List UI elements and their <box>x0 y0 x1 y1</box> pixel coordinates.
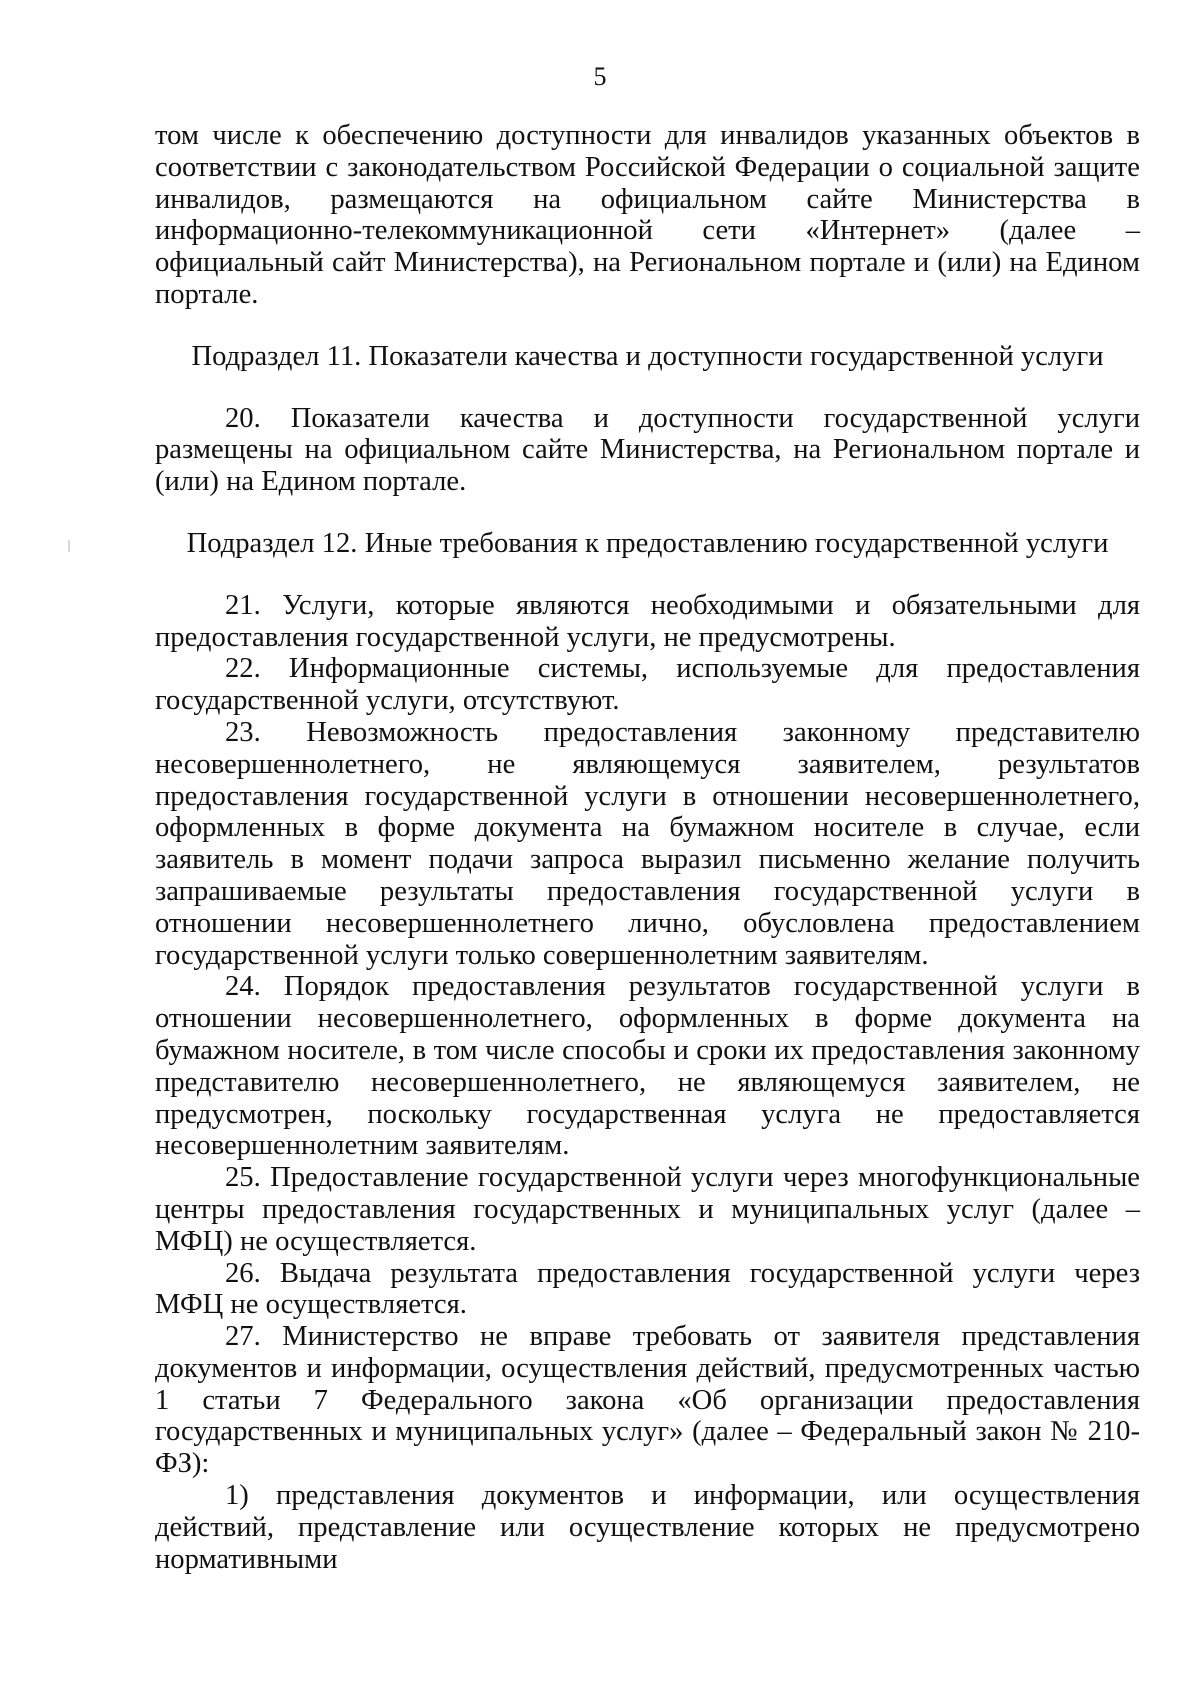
document-body <box>155 120 1140 1575</box>
page-number: 5 <box>593 62 607 91</box>
subsection-heading-12: Подраздел 12. Иные требования к предоставлению государственной услуги <box>186 527 1109 559</box>
paragraph-25: 25. Предоставление государственной услуги через многофункциональные центры предоставления государственных и муниципальных услуг (далее – МФЦ) не осуществляется. <box>155 1162 1140 1257</box>
paragraph-26: 26. Выдача результата предоставления государственной услуги через МФЦ не осуществляется. <box>155 1257 1140 1321</box>
paragraph-20: 20. Показатели качества и доступности государственной услуги размещены на официальном сайте Министерства, на Региональном портале и (или) на Едином портале. <box>155 402 1140 498</box>
paragraph-21: 21. Услуги, которые являются необходимыми и обязательными для предоставления государственной услуги, не предусмотрены. <box>155 589 1140 653</box>
paragraph-23: 23. Невозможность предоставления законному представителю несовершеннолетнего, не являющемуся заявителем, результатов предоставления государственной услуги в отношении несовершеннолетнего, оформленных в форме документа на бумажном носителе в случае, если заявитель в момент подачи запроса выразил письменно желание получить запрашиваемые результаты предоставления государственной услуги в отношении несовершеннолетнего лично, обусловлена предоставлением государственной услуги только совершеннолетним заявителям. <box>155 716 1140 971</box>
subsection-heading-11: Подраздел 11. Показатели качества и доступности государственной услуги <box>191 340 1104 372</box>
scan-mark <box>68 540 70 552</box>
paragraph-27: 27. Министерство не вправе требовать от заявителя представления документов и информации, осуществления действий, предусмотренных частью 1 статьи 7 Федерального закона «Об организации предоставления государственных и муниципальных услуг» (далее – Федеральный закон № 210-ФЗ): <box>155 1321 1140 1480</box>
paragraph-27-item-1: 1) представления документов и информации, или осуществления действий, представление или осуществление которых не предусмотрено нормативными <box>155 1480 1140 1575</box>
paragraph-24: 24. Порядок предоставления результатов государственной услуги в отношении несовершеннолетнего, оформленных в форме документа на бумажном носителе, в том числе способы и сроки их предоставления законному представителю несовершеннолетнего, не являющемуся заявителем, не предусмотрен, поскольку государственная услуга не предоставляется несовершеннолетним заявителям. <box>155 971 1140 1162</box>
paragraph-continuation: том числе к обеспечению доступности для инвалидов указанных объектов в соответствии с законодательством Российской Федерации о социальной защите инвалидов, размещаются на официальном сайте Министерства в информационно-телекоммуникационной сети «Интернет» (далее – официальный сайт Министерства), на Региональном портале и (или) на Едином портале. <box>155 120 1140 310</box>
paragraph-22: 22. Информационные системы, используемые для предоставления государственной услуги, отсутствуют. <box>155 653 1140 717</box>
